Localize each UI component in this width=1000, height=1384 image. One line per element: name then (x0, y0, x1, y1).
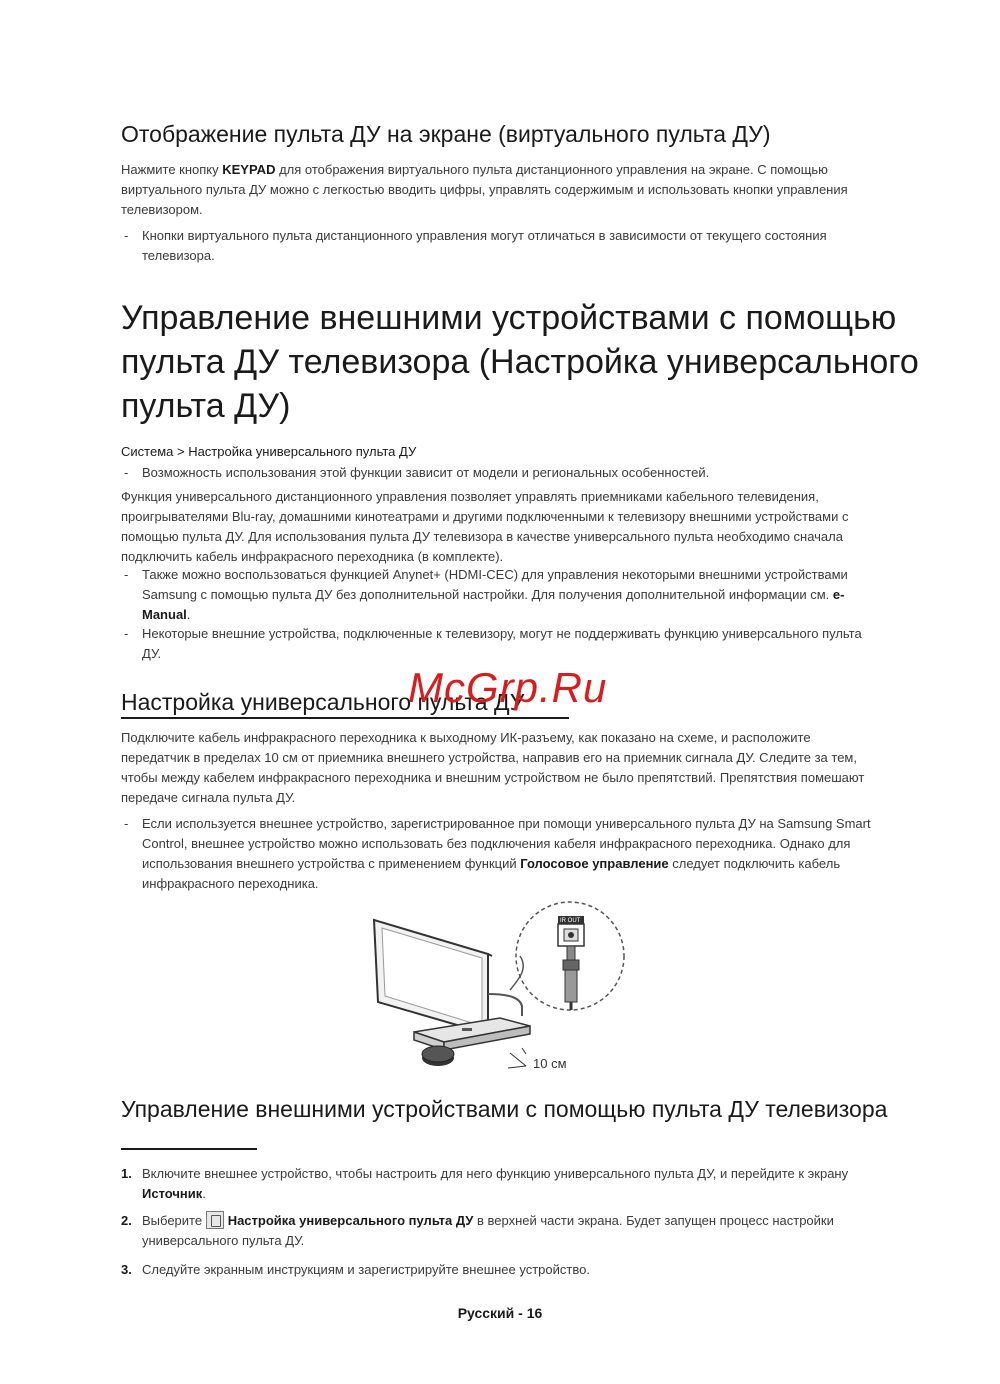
step-3: 3. Следуйте экранным инструкциям и зарегистрируйте внешнее устройство. (121, 1262, 590, 1277)
paragraph-setup: Подключите кабель инфракрасного переходника к выходному ИК-разъему, как показано на схеме, и расположите передатчик в пределах 10 см от приемника внешнего устройства, направив его на приемник сигнала ДУ. Следите за тем, чтобы между кабелем инфракрасного переходника и внешним устройством не было препятствий. Препятствия помешают передаче сигнала пульта ДУ. (121, 730, 865, 805)
heading-underline-2 (121, 1148, 257, 1150)
external-device-icon (414, 1018, 530, 1050)
note-dash: - (124, 228, 129, 243)
universal-remote-icon (206, 1211, 224, 1229)
universal-remote-setup-label: Настройка универсального пульта ДУ (227, 1213, 474, 1228)
keypad-key: KEYPAD (222, 162, 276, 177)
step-2: 2. Выберите Настройка универсального пульта ДУ в верхней части экрана. Будет запущен процесс настройки универсального пульта ДУ. (121, 1213, 834, 1248)
paragraph-virtual-remote: Нажмите кнопку KEYPAD для отображения виртуального пульта дистанционного управления на экране. С помощью виртуального пульта ДУ можно с легкостью вводить цифры, управлять содержимым и использовать кнопки управления телевизором. (121, 162, 848, 217)
heading-underline (121, 717, 569, 719)
ir-blaster-icon (422, 1046, 454, 1066)
breadcrumb-system: Система (121, 444, 174, 459)
distance-indicator (508, 1048, 526, 1068)
section-heading-setup: Настройка универсального пульта ДУ (121, 689, 525, 715)
source-screen-label: Источник (142, 1186, 203, 1201)
e-manual-link[interactable]: e-Manual (142, 587, 845, 622)
ir-connection-diagram (370, 898, 630, 1082)
ir-out-label: IR OUT (560, 918, 581, 924)
paragraph-universal-remote: Функция универсального дистанционного управления позволяет управлять приемниками кабельного телевидения, проигрывателями Blu-ray, домашними кинотеатрами и другими подключенными к телевизору внешними устройствами с помощью пульта ДУ. Для использования пульта ДУ телевизора в качестве универсального пульта необходимо сначала подключить кабель инфракрасного переходника (в комплекте). (121, 489, 849, 564)
note-anynet: - Также можно воспользоваться функцией Anynet+ (HDMI-CEC) для управления некоторыми внешними устройствами Samsung с помощью пульта ДУ без дополнительной настройки. Для получения дополнительной информации см. e-Manual. (124, 567, 848, 622)
distance-label: 10 см (533, 1056, 567, 1071)
step-1: 1. Включите внешнее устройство, чтобы настроить для него функцию универсального пульта ДУ, и перейдите к экрану Источник. (121, 1166, 849, 1201)
section-heading-control-devices: Управление внешними устройствами с помощью пульта ДУ телевизора (121, 1096, 888, 1122)
note-virtual-remote: - Кнопки виртуального пульта дистанционного управления могут отличаться в зависимости от текущего состояния телевизора. (124, 228, 827, 263)
diagram-svg (370, 898, 630, 1082)
section-heading-universal-remote: Управление внешними устройствами с помощью пульта ДУ телевизора (Настройка универсального пульта ДУ) (121, 299, 919, 425)
section-heading-virtual-remote: Отображение пульта ДУ на экране (виртуального пульта ДУ) (121, 121, 771, 147)
note-model-dependency: - Возможность использования этой функции зависит от модели и региональных особенностей. (124, 465, 710, 480)
page-footer: Русский - 16 (457, 1305, 543, 1321)
breadcrumb-universal-remote: Настройка универсального пульта ДУ (188, 444, 417, 459)
breadcrumb: Система > Настройка универсального пульта ДУ (121, 444, 417, 459)
note-unsupported-devices: - Некоторые внешние устройства, подключенные к телевизору, могут не поддерживать функцию универсального пульта ДУ. (124, 626, 862, 661)
voice-control-label: Голосовое управление (520, 856, 669, 871)
watermark: McGrp.Ru (408, 664, 608, 711)
tv-cable (488, 994, 522, 1016)
tv-icon (374, 920, 492, 1034)
note-smart-control: - Если используется внешнее устройство, зарегистрированное при помощи универсального пульта ДУ на Samsung Smart Control, внешнее устройство можно использовать без подключения кабеля инфракрасного переходника. Однако для использования внешнего устройства с применением функций Голосовое управление следует подключить кабель инфракрасного переходника. (124, 816, 871, 891)
